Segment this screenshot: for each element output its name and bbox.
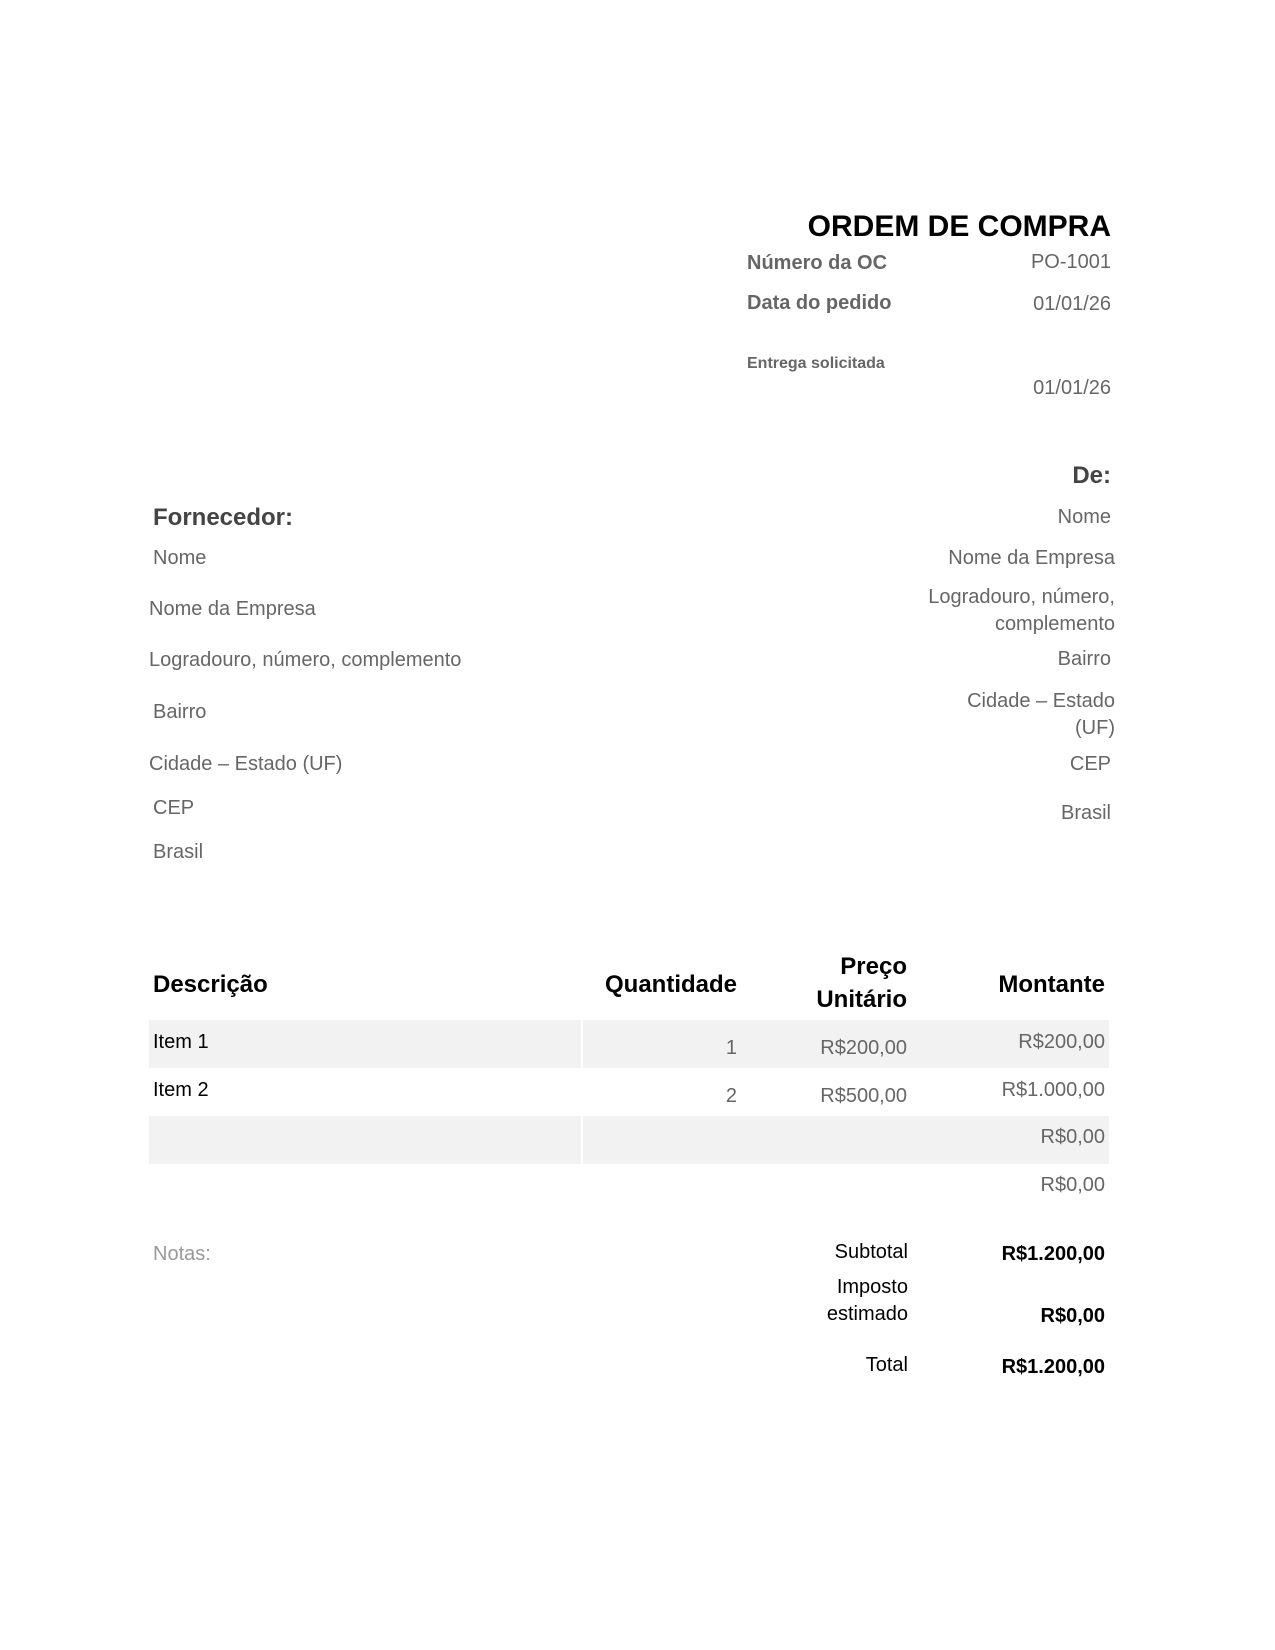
sender-street: Logradouro, número, complemento bbox=[928, 586, 1115, 635]
row-amount: R$200,00 bbox=[1018, 1031, 1105, 1053]
supplier-country: Brasil bbox=[153, 841, 204, 863]
header-amount: Montante bbox=[998, 971, 1105, 998]
header-description: Descrição bbox=[153, 971, 268, 998]
subtotal-value: R$1.200,00 bbox=[1001, 1243, 1105, 1265]
notes-label: Notas: bbox=[153, 1243, 211, 1265]
row-amount: R$0,00 bbox=[1040, 1174, 1105, 1196]
delivery-date-label: Entrega solicitada bbox=[747, 355, 885, 372]
row-amount: R$1.000,00 bbox=[1001, 1079, 1105, 1101]
sender-company: Nome da Empresa bbox=[948, 547, 1115, 569]
table-row bbox=[149, 1068, 1109, 1116]
delivery-date-value: 01/01/26 bbox=[1033, 377, 1111, 399]
total-label: Total bbox=[865, 1354, 908, 1376]
table-row bbox=[149, 1020, 1109, 1068]
sender-heading: De: bbox=[1072, 462, 1111, 489]
table-row bbox=[149, 1116, 1109, 1164]
sender-city: Cidade – Estado (UF) bbox=[967, 690, 1115, 739]
order-date-label: Data do pedido bbox=[747, 292, 892, 314]
supplier-company: Nome da Empresa bbox=[149, 598, 316, 620]
sender-zip: CEP bbox=[1069, 753, 1111, 775]
items-table-header bbox=[149, 950, 1109, 1020]
supplier-street: Logradouro, número, complemento bbox=[149, 649, 462, 671]
header-unit-price: Preço Unitário bbox=[816, 953, 907, 1013]
row-unit-price: R$200,00 bbox=[820, 1037, 907, 1059]
supplier-name: Nome bbox=[153, 547, 207, 569]
supplier-heading: Fornecedor: bbox=[153, 504, 294, 531]
sender-name: Nome bbox=[1057, 506, 1111, 528]
row-amount: R$0,00 bbox=[1040, 1126, 1105, 1148]
table-row bbox=[149, 1164, 1109, 1212]
total-value: R$1.200,00 bbox=[1001, 1356, 1105, 1378]
sender-district: Bairro bbox=[1057, 648, 1111, 670]
order-date-value: 01/01/26 bbox=[1033, 293, 1111, 315]
supplier-city: Cidade – Estado (UF) bbox=[149, 753, 343, 775]
row-unit-price: R$500,00 bbox=[820, 1085, 907, 1107]
tax-value: R$0,00 bbox=[1040, 1305, 1105, 1327]
document-title: ORDEM DE COMPRA bbox=[807, 210, 1111, 243]
supplier-district: Bairro bbox=[153, 701, 207, 723]
sender-country: Brasil bbox=[1060, 802, 1111, 824]
supplier-zip: CEP bbox=[153, 797, 195, 819]
tax-label: Imposto estimado bbox=[826, 1276, 908, 1325]
po-number-label: Número da OC bbox=[747, 252, 888, 274]
row-description: Item 1 bbox=[153, 1031, 209, 1053]
po-number-value: PO-1001 bbox=[1030, 251, 1111, 273]
header-quantity: Quantidade bbox=[604, 971, 737, 998]
row-description: Item 2 bbox=[153, 1079, 209, 1101]
subtotal-label: Subtotal bbox=[834, 1241, 908, 1263]
row-quantity: 1 bbox=[725, 1037, 737, 1059]
row-quantity: 2 bbox=[725, 1085, 737, 1107]
